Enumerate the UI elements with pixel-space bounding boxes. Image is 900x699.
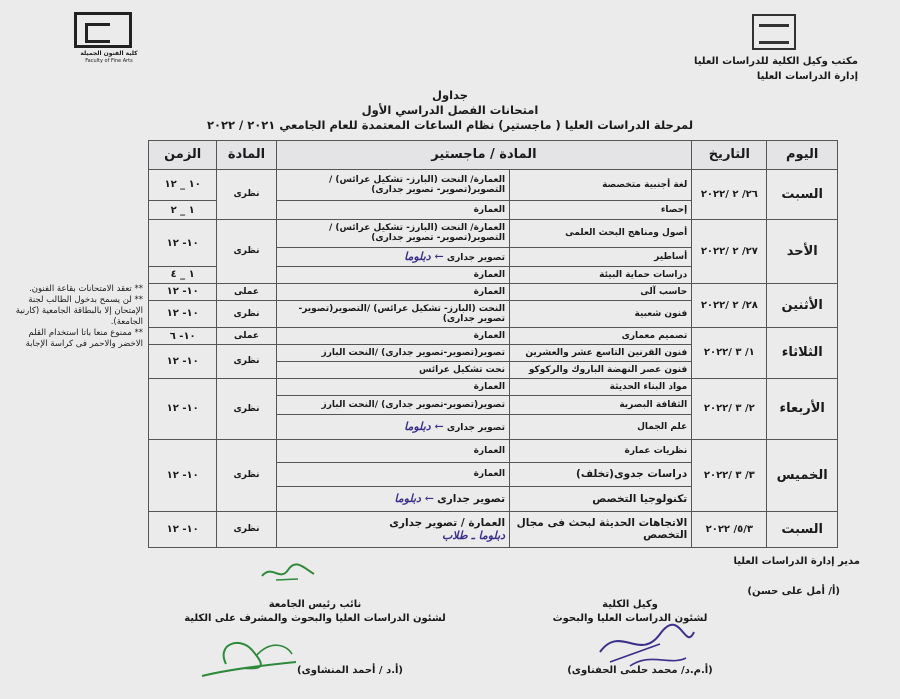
- table-row: [149, 511, 838, 547]
- table-row: [149, 169, 838, 201]
- time-cell: ١ _ ٤: [149, 266, 217, 283]
- time-cell: ١٠- ١٢: [149, 220, 217, 267]
- program-text: تصوير جدارى: [446, 253, 506, 264]
- header-subject: المادة / ماجستير: [276, 141, 692, 170]
- date-cell: ٢٦/ ٢ /٢٠٢٢: [692, 169, 767, 220]
- green-initials-signature: [258, 560, 318, 584]
- day-cell: السبت: [767, 169, 838, 220]
- university-logo-mark: [759, 24, 789, 44]
- header-time: الزمن: [149, 141, 217, 170]
- date-cell: ٥/٣/ ٢٠٢٢: [692, 511, 767, 547]
- time-cell: ١٠- ١٢: [149, 344, 217, 378]
- vice-dean-signature: [590, 622, 700, 670]
- subject-cell: تصميم معمارى: [510, 328, 692, 345]
- vp-title: نائب رئيس الجامعة: [268, 599, 362, 610]
- date-cell: ١/ ٣ /٢٠٢٢: [692, 328, 767, 379]
- day-cell: السبت: [767, 511, 838, 547]
- day-cell: الأحد: [767, 220, 838, 283]
- program-cell: العمارة: [276, 283, 509, 300]
- program-text: تصوير جدارى: [446, 423, 506, 434]
- day-cell: الثلاثاء: [767, 328, 838, 379]
- program-cell: العمارة: [276, 463, 509, 486]
- program-cell: النحت (البارز- تشكيل عرائس) /التصوير(تصوير- تصوير جدارى): [276, 300, 509, 327]
- handwritten-annotation: ← دبلوما: [404, 420, 444, 434]
- day-cell: الخميس: [767, 440, 838, 512]
- subject-cell: حاسب آلى: [510, 283, 692, 300]
- header-type: المادة: [217, 141, 276, 170]
- type-cell: نظرى: [217, 169, 276, 220]
- table-row: [149, 378, 838, 395]
- subject-cell: علم الجمال: [510, 414, 692, 439]
- program-cell: تصوير(تصوير-تصوير جدارى) /النحت البارز: [276, 395, 509, 414]
- handwritten-annotation: دبلوما ـ طلاب: [441, 528, 506, 542]
- time-cell: ١ _ ٢: [149, 201, 217, 220]
- subject-cell: فنون عصر النهضة الباروك والركوكو: [510, 361, 692, 378]
- subject-cell: فنون شعبية: [510, 300, 692, 327]
- document-title: [0, 88, 900, 133]
- subject-cell: أساطير: [510, 247, 692, 266]
- subject-cell: نظريات عمارة: [510, 440, 692, 463]
- date-cell: ٢/ ٣ /٢٠٢٢: [692, 378, 767, 439]
- subject-cell: دراسات حماية البيئة: [510, 266, 692, 283]
- program-cell: العمارة: [276, 378, 509, 395]
- subject-cell: دراسات جدوى(تخلف): [510, 463, 692, 486]
- program-cell: نحت تشكيل عرائس: [276, 361, 509, 378]
- time-cell: ١٠- ١٢: [149, 440, 217, 512]
- type-cell: نظرى: [217, 378, 276, 439]
- type-cell: نظرى: [217, 440, 276, 512]
- subject-cell: إحصاء: [510, 201, 692, 220]
- subject-cell: الاتجاهات الحديثة لبحث فى مجال التخصص: [510, 511, 692, 547]
- type-cell: نظرى: [217, 344, 276, 378]
- vice-dean-subtitle: لشئون الدراسات العليا والبحوث: [552, 613, 708, 624]
- program-cell: [276, 414, 509, 439]
- subject-cell: لغة أجنبية متخصصة: [510, 169, 692, 201]
- vp-name: (أ.د / أحمد المنشاوى): [297, 665, 403, 676]
- date-cell: ٢٨/ ٢ /٢٠٢٢: [692, 283, 767, 327]
- type-cell: عملى: [217, 328, 276, 345]
- subject-cell: فنون القرنين التاسع عشر والعشرين: [510, 344, 692, 361]
- day-cell: الأربعاء: [767, 378, 838, 439]
- exam-notes: [8, 284, 143, 350]
- day-cell: الأثنين: [767, 283, 838, 327]
- time-cell: ١٠- ١٢: [149, 378, 217, 439]
- faculty-logo-mark: [74, 12, 132, 48]
- table-header-row: [149, 141, 838, 170]
- manager-block: [733, 556, 860, 567]
- office-header: [694, 54, 858, 84]
- time-cell: ١٠- ١٢: [149, 283, 217, 300]
- program-cell: العمارة: [276, 440, 509, 463]
- table-row: [149, 283, 838, 300]
- handwritten-annotation: ← دبلوما: [404, 250, 444, 264]
- subject-cell: مواد البناء الحديثة: [510, 378, 692, 395]
- note-1: ** تعقد الامتحانات بقاعة الفنون.: [29, 284, 143, 294]
- program-cell: العمارة: [276, 201, 509, 220]
- faculty-logo: [72, 12, 142, 68]
- date-cell: ٣/ ٣ /٢٠٢٢: [692, 440, 767, 512]
- type-cell: نظرى: [217, 220, 276, 283]
- vice-dean-title: وكيل الكلية: [602, 599, 658, 610]
- vice-dean-name: (أ.م.د/ محمد حلمى الحفناوى): [567, 665, 713, 676]
- vp-signature: [196, 626, 306, 690]
- subject-cell: أصول ومناهج البحث العلمى: [510, 220, 692, 247]
- type-cell: نظرى: [217, 511, 276, 547]
- program-cell: تصوير(تصوير-تصوير جدارى) /النحت البارز: [276, 344, 509, 361]
- vp-subtitle: لشئون الدراسات العليا والبحوث والمشرف على الكلية: [184, 613, 446, 624]
- program-cell: [276, 486, 509, 511]
- type-cell: نظرى: [217, 300, 276, 327]
- office-line-2: إدارة الدراسات العليا: [756, 71, 858, 82]
- type-cell: عملى: [217, 283, 276, 300]
- program-cell: [276, 511, 509, 547]
- title-line-1: جداول: [432, 88, 468, 102]
- program-cell: العمارة: [276, 328, 509, 345]
- program-cell: العمارة/ النحت (البارز- تشكيل عرائس) /التصوير(تصوير- تصوير جدارى): [276, 220, 509, 247]
- date-cell: ٢٧/ ٢ /٢٠٢٢: [692, 220, 767, 283]
- title-line-2: امتحانات الفصل الدراسي الأول: [361, 103, 539, 117]
- program-cell: [276, 247, 509, 266]
- table-row: [149, 328, 838, 345]
- header-day: اليوم: [767, 141, 838, 170]
- program-cell: العمارة: [276, 266, 509, 283]
- header-date: التاريخ: [692, 141, 767, 170]
- office-line-1: مكتب وكيل الكلية للدراسات العليا: [693, 56, 858, 67]
- table-row: [149, 440, 838, 463]
- handwritten-annotation: ← دبلوما: [394, 492, 434, 506]
- program-text: تصوير جدارى: [437, 493, 506, 506]
- time-cell: ١٠ _ ١٢: [149, 169, 217, 201]
- time-cell: ١٠- ٦: [149, 328, 217, 345]
- title-line-3: لمرحلة الدراسات العليا ( ماجستير) نظام الساعات المعتمدة للعام الجامعي ٢٠٢١ / ٢٠٢٢: [206, 118, 694, 132]
- time-cell: ١٠- ١٢: [149, 300, 217, 327]
- exam-schedule-table: [148, 140, 838, 548]
- note-2: ** لن يسمح بدخول الطالب لجنة الإمتحان إلا بالبطاقة الجامعية (كارنية الجامعة).: [15, 295, 143, 327]
- faculty-logo-name-ar: كلية الفنون الجميلة: [80, 50, 138, 57]
- vp-block: [180, 598, 450, 626]
- time-cell: ١٠- ١٢: [149, 511, 217, 547]
- note-3: ** ممنوع منعا باتا استخدام القلم الاخضر والاحمر فى كراسة الإجابة: [25, 328, 143, 349]
- program-cell: العمارة/ النحت (البارز- تشكيل عرائس) /التصوير(تصوير- تصوير جدارى): [276, 169, 509, 201]
- manager-name: (أ/ أمل على حسن): [747, 586, 840, 597]
- table-row: [149, 220, 838, 247]
- faculty-logo-name-en: Faculty of Fine Arts: [85, 58, 133, 64]
- subject-cell: تكنولوجيا التخصص: [510, 486, 692, 511]
- subject-cell: الثقافة البصرية: [510, 395, 692, 414]
- manager-title: مدير إدارة الدراسات العليا: [733, 556, 860, 567]
- program-text: العمارة / تصوير جدارى: [389, 516, 506, 529]
- university-logo: [752, 14, 796, 50]
